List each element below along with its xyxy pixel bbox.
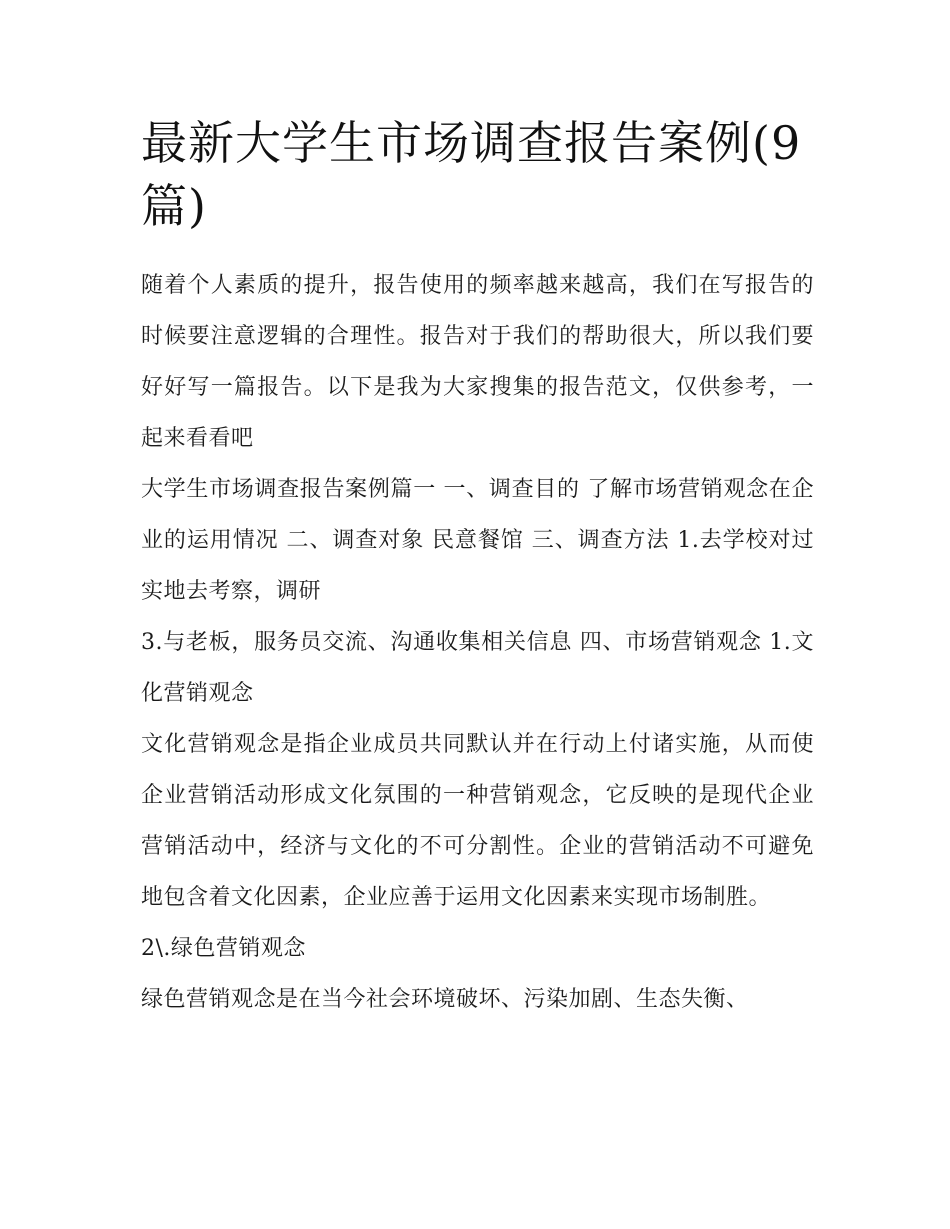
section-heading-green-marketing: 2\.绿色营销观念: [141, 936, 306, 961]
document-title: 最新大学生市场调查报告案例(9篇): [141, 116, 802, 233]
paragraph-intro: 随着个人素质的提升，报告使用的频率越来越高，我们在写报告的时候要注意逻辑的合理性。报告对于我们的帮助很大，所以我们要好好写一篇报告。以下是我为大家搜集的报告范文，仅供参考，一起来看看吧: [141, 273, 814, 451]
paragraph-cultural-marketing: 文化营销观念是指企业成员共同默认并在行动上付诸实施，从而使企业营销活动形成文化氛围的一种营销观念，它反映的是现代企业营销活动中，经济与文化的不可分割性。企业的营销活动不可避免地包含着文化因素，企业应善于运用文化因素来实现市场制胜。: [141, 732, 814, 910]
paragraph-green-marketing: 绿色营销观念是在当今社会环境破坏、污染加剧、生态失衡、: [141, 987, 749, 1012]
paragraph-communication: 3.与老板，服务员交流、沟通收集相关信息 四、市场营销观念 1.文化营销观念: [141, 630, 814, 706]
paragraph-case-one: 大学生市场调查报告案例篇一 一、调查目的 了解市场营销观念在企业的运用情况 二、调查对象 民意餐馆 三、调查方法 1.去学校对过实地去考察，调研: [141, 477, 814, 604]
